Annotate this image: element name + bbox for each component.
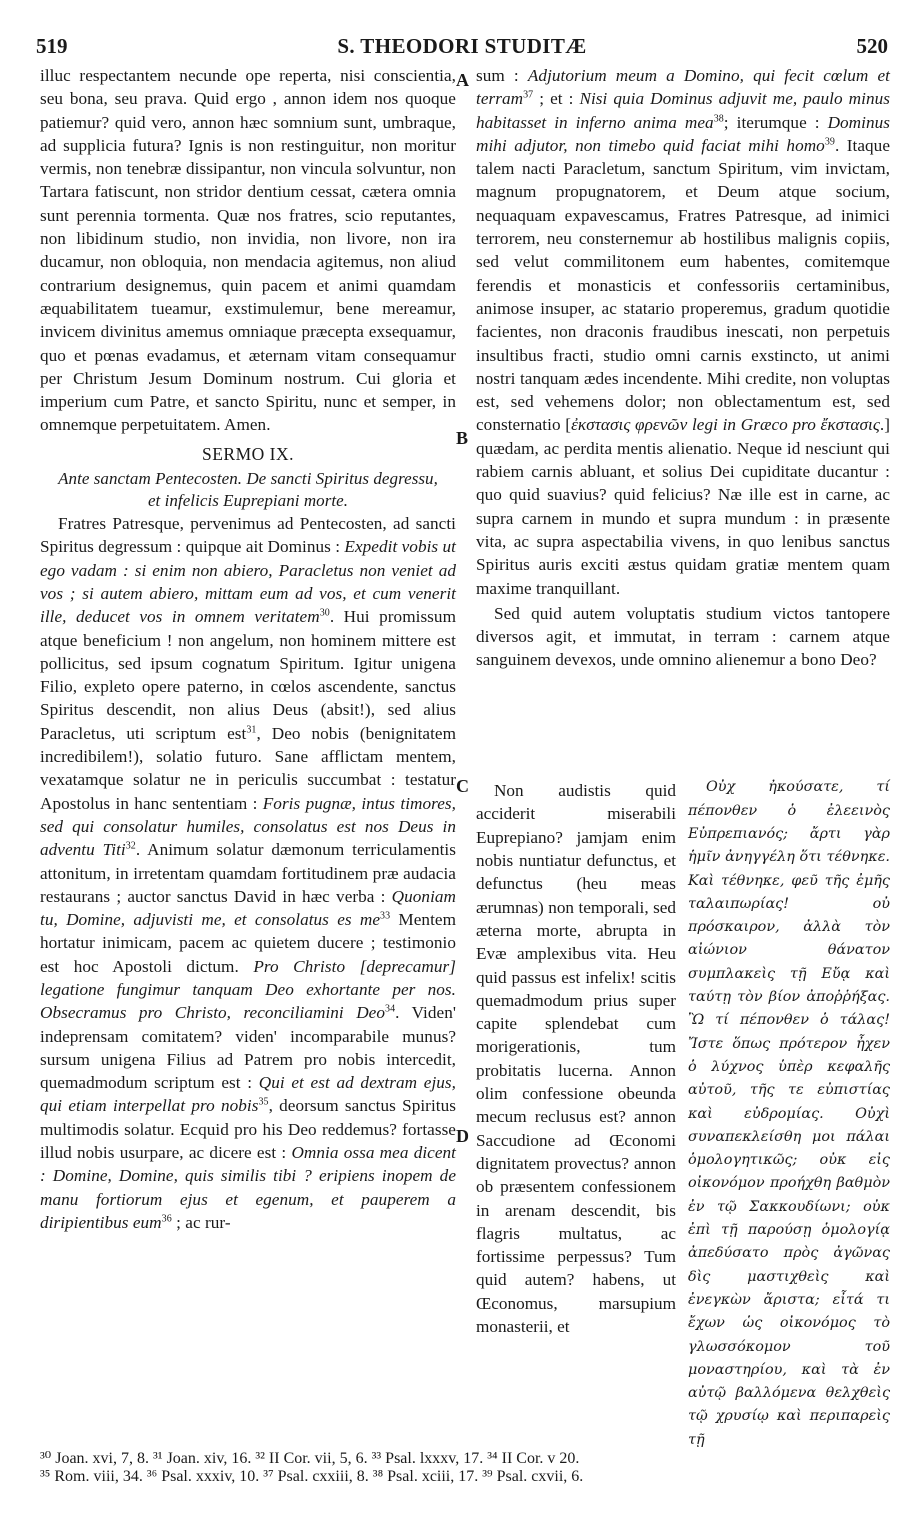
footnotes [40, 1450, 890, 1486]
running-header [36, 34, 888, 64]
latin-paragraph: Non audistis quid acciderit miserabili Euprepiano? jamjam enim nobis nuntiatur defunctus, et defunctus (heu meas ærumnas) non temporali, sed æterna morte, abrupta in Evæ amplexibus vita. Heu quid passus est infelix! scitis quemadmodum prius super capite splendebat cum morigerationis, tum probitatis lucerna. Annon olim confessione obeunda mecum reclusus est? annon Saccudione ad Œconomi dignitatem provectus? annon ob præsentem confessionem in arenam descendit, bis flagris multatus, ac fortissime perpessus? Tum quid autem? habens, ut Œconomus, marsupium monasterii, et [476, 781, 676, 1337]
text-run: ; ac rur- [171, 1212, 231, 1232]
margin-letter-c: C [456, 776, 469, 796]
left-paragraph-1: illuc respectantem necunde ope reperta, nisi conscientia, seu bona, seu prava. Quid ergo , annon idem nos quoque patiemur? quid vero, annon hæc somnium sunt, umbraque, ad supplicia futura? Ignis is non restinguitur, non moritur vermis, non tenebræ dissipantur, non vincula solvuntur, non Tartara fatiscunt, non stridor dentium cessat, cætera omnia sunt perennia tormenta. Quæ nos fratres, scio reputantes, non libidinum studio, non invidia, non livore, non ira ducamur, non obloquia, non mendacia agitemus, non aliud contrarium designemus, quin pacem et animi quamdam æquabilitatem tueamur, exstimulemur, bene mereamur, invicem divinitus amemus omniaque præcepta exsequamur, quo et pœnas evadamus, et æternam vitam consequamur per Christum Jesum Dominum nostrum. Cui gloria et imperium cum Patre, et sancto Spiritu, nunc et semper, in omnemque perpetuitatem. Amen. [40, 66, 456, 435]
left-paragraph-2 [40, 512, 456, 1234]
scripture-quote: Omnia ossa mea dicent : Domine, Domine, quis similis tibi ? eripiens inopem de manu fortiorum ejus et egenum, et pauperem a diripientibus eum [40, 1143, 456, 1232]
footnote-marker: 31 [246, 723, 257, 735]
scripture-quote: Pro Christo [deprecamur] legatione fungimur tanquam Deo exhortante per nos. Obsecramus pro Christo, reconciliamini Deo [40, 956, 456, 1023]
editorial-note: ἐκστασις φρενῶν legi in Græco pro ἔκστασις [571, 415, 880, 435]
greek-paragraph: Οὐχ ἠκούσατε, τί πέπονθεν ὁ ἐλεεινὸς Εὐπρεπιανός; ἄρτι γὰρ ἡμῖν ἀνηγγέλη ὅτι τέθνηκε. Καὶ τέθνηκε, φεῦ τῆς ἐμῆς ταλαιπωρίας! οὐ πρόσκαιρον, ἀλλὰ τὸν αἰώνιον θάνατον συμπλακεὶς τῇ Εὔᾳ καὶ ταύτῃ τὸν βίον ἀποῤῥήξας. Ὢ τί πέπονθεν ὁ τάλας! Ἴστε ὅπως πρότερον ἦχεν ὁ λύχνος ὑπὲρ κεφαλῆς αὐτοῦ, τῆς τε εὐπιστίας καὶ εὐδρομίας. Οὐχὶ συναπεκλείσθη μοι πάλαι ὁμολογητικῶς; οὐκ εἰς οἰκονόμον προήχθη βαθμὸν ἐν τῷ Σακκουδίωνι; οὐκ ἐπὶ τῇ παρούσῃ ὁμολογίᾳ ἀπεδύσατο πρὸς ἀγῶνας δὶς μαστιχθεὶς καὶ ἐνεγκὼν ἄριστα; εἶτά τι ἔχων ὡς οἰκονόμος τὸ γλωσσόκομον τοῦ μοναστηρίου, καὶ τὰ ἐν αὐτῷ βαλλόμενα θελχθεὶς τῷ χρυσίῳ καὶ περιπαρεὶς τῇ [688, 779, 890, 1448]
footnote-marker: 30 [319, 607, 330, 619]
text-run: ; et : [533, 89, 580, 109]
footnote-marker: 38 [713, 112, 724, 124]
greek-column [688, 762, 890, 1466]
scripture-quote: Qui et est ad dextram ejus, qui etiam interpellat pro nobis [40, 1073, 456, 1116]
scripture-quote: Quoniam tu, Domine, adjuvisti me, et consolatus es me [40, 886, 456, 930]
sermo-subtitle: Ante sanctam Pentecosten. De sancti Spiritus degressu, et infelicis Euprepiani morte. [58, 469, 438, 511]
footnote-marker: 39 [824, 136, 835, 148]
right-paragraph-1 [476, 64, 890, 600]
margin-letter-b: B [456, 428, 469, 448]
footnote-line-2: ³⁵ Rom. viii, 34. ³⁶ Psal. xxxiv, 10. ³⁷ Psal. cxxiii, 8. ³⁸ Psal. xciii, 17. ³⁹ Psal. cxvii, 6. [40, 1468, 584, 1485]
margin-letter-d: D [456, 1126, 469, 1146]
footnote-marker: 36 [161, 1213, 172, 1225]
page-number-left: 519 [36, 34, 68, 58]
text-run: .] quædam, ac perdita mentis alienatio. Neque id nesciunt qui rabiem carnis abluant, et solius Dei cupiditate ducantur : quo quid suavius? quid felicius? Næ ille est in carne, ac supra carnem in mundo et supra mundum : in præsente vita, ac supra aspectabilia vivens, in quo lenibus sanctus Spiritus auris exciti æstus quidam gratiæ mentem quam maxime tranquillant. [476, 415, 890, 598]
footnote-line-1: ³⁰ Joan. xvi, 7, 8. ³¹ Joan. xiv, 16. ³² II Cor. vii, 5, 6. ³³ Psal. lxxxv, 17. ³⁴ II Cor. v 20. [40, 1450, 580, 1467]
text-run: Mentem hortatur inimicam, pacem ac quietem ducere ; testimonio est hoc Apostoli dictum. [40, 910, 456, 976]
right-paragraph-2: Sed quid autem voluptatis studium victos tantopere diversos agit, et immutat, in terram : carnem atque sanguinem devexos, unde omnino alienemur a bono Deo? [476, 603, 890, 670]
footnote-marker: 32 [125, 840, 136, 852]
text-run: sum : [476, 66, 528, 85]
footnote-marker: 35 [258, 1096, 269, 1108]
text-run: Fratres Patresque, pervenimus ad Pentecosten, ad sancti Spiritus degressum : quipque ait Dominus : [40, 514, 456, 557]
text-run: ; iterumque : [723, 112, 828, 132]
text-run: , deorsum sanctus Spiritus multimodis solatur. Ecquid pro his Deo reddemus? fortasse illud nobis usurpare, ac dicere est : [40, 1096, 456, 1163]
sermo-title: SERMO IX. [201, 443, 294, 464]
latin-column [476, 762, 676, 1356]
text-run: , Deo nobis (benignitatem incredibilem!), solatio futuro. Sane afflictam mentem, vexatamque solatur ne in periculis succumbat : testatur Apostolus in hanc sententiam : [40, 723, 456, 813]
text-run: . Hui promissum atque beneficium ! non angelum, non hominem mittere est pollicitus, sed ipsum cognatum Spiritum. Igitur unigena Filio, expleto opere paterno, in cœlos ascendente, sanctus Spiritus descendit, non alius Deus (absit!), sed alius Paracletus, uti scriptum est [40, 607, 456, 743]
right-column [476, 64, 890, 672]
footnote-marker: 33 [380, 910, 391, 922]
margin-letter-a: A [456, 70, 469, 90]
scripture-quote: Nisi quia Dominus adjuvit me, paulo minus habitasset in inferno anima mea [476, 89, 890, 132]
page-number-right: 520 [856, 34, 888, 58]
scripture-quote: Expedit vobis ut ego vadam : si enim non abiero, Paracletus non veniet ad vos ; si autem abiero, mittam eum ad vos, et cum venerit ille, deducet vos in omnem veritatem [40, 537, 456, 627]
text-run: . Itaque talem nacti Paracletum, sanctum Spiritum, vim invictam, magnum propugnatorem, et Deum atque socium, nequaquam expavescamus, Fratres Patresque, ad inimici terrorem, neu consternemur ab hostilibus malignis copiis, sed velut commilitonem eum habentes, comitemque ferendis et monasticis et confessoriis certaminibus, animose insuper, ac statario properemus, gradum quotidie facientes, non draconis fraudibus inescati, non perpetuis insultibus fracti, studio omni carnis exstincto, ut animi nostri tanquam ædes incendente. Mihi credite, non voluptas est, sed vehemens dolor; non oblectamentum est, sed consternatio [ [476, 135, 890, 435]
footnote-marker: 37 [523, 89, 534, 101]
running-title: S. THEODORI STUDITÆ [337, 34, 587, 58]
text-run: . Animum solatur dæmonum terriculamentis attonitum, in irretentam quamdam fortitudinem præ audacia restaurans ; auctor sanctus David in hæc verba : [40, 840, 456, 906]
parallel-text [476, 762, 890, 1448]
left-column [40, 64, 456, 1234]
footnote-marker: 34 [385, 1003, 396, 1015]
text-run: . Viden' indeprensam comitatem? viden' incomparabile munus? sursum unigena Filius ad Patrem pro nobis intercedit, quemadmodum scriptum est : [40, 1003, 456, 1093]
scripture-quote: Foris pugnæ, intus timores, sed qui consolatur humiles, consolatus est nos Deus in adventu Titi [40, 793, 456, 860]
scripture-quote: Dominus mihi adjutor, non timebo quid faciat mihi homo [476, 112, 890, 155]
scripture-quote: Adjutorium meum a Domino, qui fecit cœlum et terram [476, 66, 890, 109]
